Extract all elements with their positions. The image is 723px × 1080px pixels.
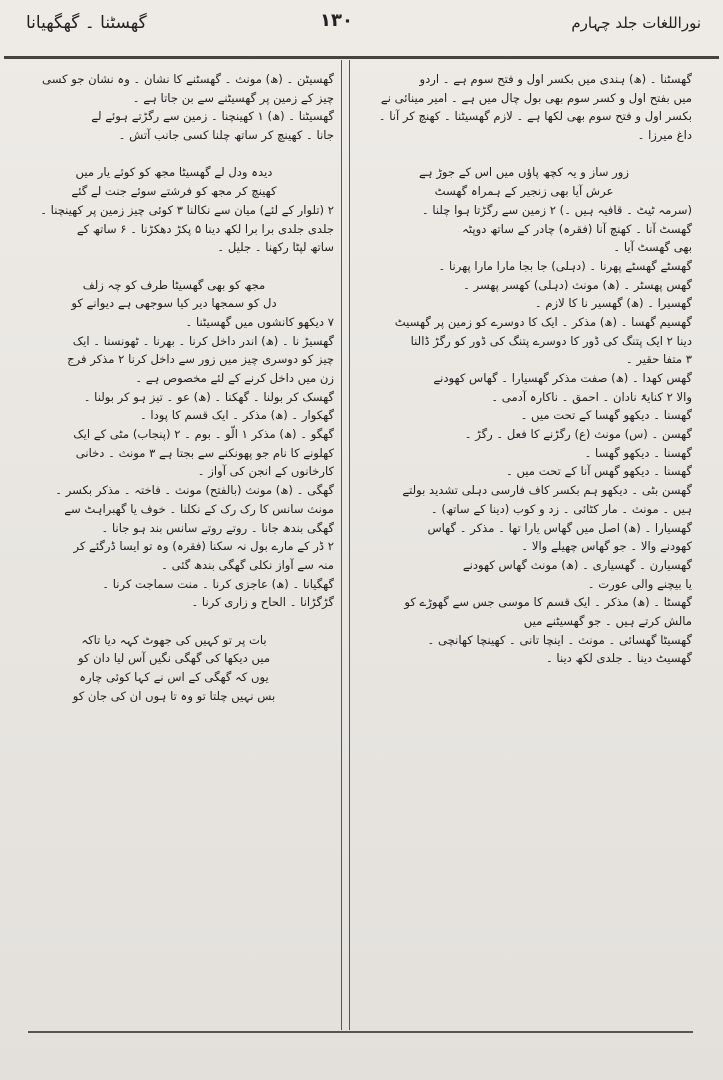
verse-line: یوں کہ گھگی کے اس نے کہا کوئی چارہ xyxy=(79,670,269,684)
verse-line xyxy=(14,612,334,631)
entry-line: گھس پھسٹر ۔ (ھ) مونث (دہلی) کھسر پھسر ۔ xyxy=(463,277,692,292)
entry-line: گھگو ۔ (ھ) مذکر ۱ الّو ۔ بوم ۔ ۲ (پنجاب) مٹی کے ایک xyxy=(73,427,334,442)
column-divider xyxy=(341,60,350,1030)
entry-line: گڑگڑانا ۔ الحاح و زاری کرنا ۔ xyxy=(191,595,334,610)
entry-line: ہیں ۔ مونث ۔ مار کٹائی ۔ زد و کوب (دینا کے ساتھ) ۔ xyxy=(430,501,692,516)
entry-line: گھسیٹن ۔ (ھ) مونث ۔ گھسٹنے کا نشان ۔ وہ نشان جو کسی xyxy=(42,72,334,86)
verse-line: کھینچ کر مجھ کو فرشتے سوئے جنت لے گئے xyxy=(71,184,277,199)
entry-line: گھس کھدا ۔ (ھ) صفت مذکر گھسیارا ۔ گھاس کھودنے xyxy=(433,371,692,385)
entry-line: ۷ دیکھو کانشوں میں گھسیٹنا ۔ xyxy=(185,314,334,329)
entry-line: کارخانوں کے انجن کی آواز ۔ xyxy=(197,464,334,479)
running-title-right: نوراللغات جلد چہارم xyxy=(571,14,701,32)
entry-line: میں بفتح اول و کسر سوم بھی بول چال میں ہے ۔ امیر مینائی نے xyxy=(380,90,692,105)
entry-line: منہ سے آواز نکلی گھگی بندھ گئی ۔ xyxy=(161,557,334,572)
verse-line: بس نہیں چلتا تو وہ تا ہوں ان کی جان کو xyxy=(72,688,276,703)
entry-line: داغ میرزا ۔ xyxy=(637,128,692,143)
entry-line: والا ۲ کنایۃً نادان ۔ احمق ۔ ناکارہ آدمی ۔ xyxy=(491,389,692,404)
entry-line: گھسیٹنا ۔ (ھ) ۱ کھینچنا ۔ زمین سے رگڑتے ہوئے لے xyxy=(91,109,334,124)
entry-line: مونث سانس کا رک رک کے نکلنا ۔ خوف یا گھبراہٹ سے xyxy=(64,501,334,516)
entry-line: ۲ ڈر کے مارے بول نہ سکنا (فقرہ) وہ تو ایسا ڈرگئے کر xyxy=(73,539,334,554)
entry-line: گھسٹے گھسٹے پھرنا ۔ (دہلی) جا بجا مارا مارا پھرنا ۔ xyxy=(438,258,692,273)
verse-line xyxy=(14,257,334,276)
entry-line: ۲ (تلوار کے لئے) میان سے نکالنا ۳ کوئی چیز زمین پر کھینچنا ۔ xyxy=(40,202,334,217)
entry-line: یا بیچنے والی عورت ۔ xyxy=(587,576,692,591)
verse-line: دیدہ ودل لے گھسیٹا مجھ کو کوئے یار میں xyxy=(75,165,273,180)
entry-line: ساتھ لپٹا رکھنا ۔ جلیل ۔ xyxy=(217,240,334,255)
entry-line: گھسنا ۔ دیکھو گھسا ۔ xyxy=(584,445,692,460)
entry-line: گھکوار ۔ (ھ) مذکر ۔ ایک قسم کا پودا ۔ xyxy=(139,408,334,423)
entry-line: گھسٹنا ۔ (ھ) ہندی میں بکسر اول و فتح سوم ہے ۔ اردو xyxy=(419,72,692,86)
entry-line: گھگی ۔ (ھ) مونث (بالفتح) مونث ۔ فاختہ ۔ مذکر بکسر ۔ xyxy=(55,483,334,498)
entry-line: گھسیارن ۔ گھسیاری ۔ (ھ) مونث گھاس کھودنے xyxy=(462,557,692,572)
entry-line: چیز کو دوسری چیز میں زور سے داخل کرنا ۲ مذکر فرج xyxy=(67,352,334,367)
entry-line: کھلونے کا نام جو پھونکنے سے بجتا ہے ۳ مونث ۔ دخانی xyxy=(75,445,334,460)
entry-line: دینا ۲ ایک پتنگ کی ڈور کا دوسرے پتنگ کی ڈور کو رگڑ ڈالنا xyxy=(410,333,692,348)
verse-line xyxy=(356,145,692,164)
entry-line: گھسیٹ دینا ۔ جلدی لکھ دینا ۔ xyxy=(545,651,692,666)
verse-line: زور ساز و یہ کچھ پاؤں میں اس کے جوڑ ہے xyxy=(419,165,629,180)
entry-line: گھسیٹا گھسائی ۔ مونث ۔ اینچا تانی ۔ کھینچا کھانچی ۔ xyxy=(427,632,692,647)
entry-line: کھودنے والا ۔ جو گھاس چھیلے والا ۔ xyxy=(521,539,692,554)
entry-line: چیز کے زمین پر گھسیٹنے سے بن جاتا ہے ۔ xyxy=(132,90,334,105)
page-number: ۱۳۰ xyxy=(320,10,353,31)
entry-line: گھسیم گھسا ۔ (ھ) مذکر ۔ ایک کا دوسرے کو زمین پر گھسیٹ xyxy=(394,314,692,329)
entry-line: زن میں داخل کرنے کے لئے مخصوص ہے ۔ xyxy=(135,371,334,385)
entry-line: (سرمہ ٹیٹ ۔ قافیہ ہیں ۔) ۲ زمین سے رگڑتا ہوا چلنا ۔ xyxy=(421,202,692,217)
left-column xyxy=(14,70,334,705)
entry-line: گھسن ۔ (س) مونث (ع) رگڑنے کا فعل ۔ رگڑ ۔ xyxy=(464,427,692,442)
entry-line: گھسٹا ۔ (ھ) مذکر ۔ ایک قسم کا موسی جس سے گھوڑے کو xyxy=(404,595,692,610)
running-title-left: گھسٹنا ۔ گھگھیانا xyxy=(26,13,147,33)
entry-line: ۳ متفا حقیر ۔ xyxy=(625,352,692,367)
entry-line: گھگی بندھ جانا ۔ روتے روتے سانس بند ہو جانا ۔ xyxy=(101,520,334,535)
entry-line: گھسٹ آنا ۔ کھنچ آنا (فقرہ) چادر کے ساتھ دوپٹہ xyxy=(462,221,692,236)
entry-line: گھسک کر بولنا ۔ گھکنا ۔ (ھ) عو ۔ تیز ہو کر بولنا ۔ xyxy=(83,389,334,404)
verse-line: بات پر تو کہیں کی جھوٹ کہہ دیا تاکہ xyxy=(81,632,267,647)
right-column xyxy=(356,70,692,668)
entry-line: جلدی جلدی برا برا لکھ دینا ۵ پکڑ دھکڑنا ۔ ۶ ساتھ کے xyxy=(76,221,334,236)
entry-line: مالش کرتے ہیں ۔ جو گھسیٹنے میں xyxy=(523,613,692,628)
entry-line: گھسنا ۔ دیکھو گھسا کے تحت میں ۔ xyxy=(520,408,692,423)
footer-rule xyxy=(28,1031,693,1033)
entry-line: بھی گھسٹ آیا ۔ xyxy=(613,240,692,255)
verse-line: مجھ کو بھی گھسیٹا طرف کو چہ زلف xyxy=(82,277,266,292)
entry-line: گھسنا ۔ دیکھو گھس آنا کے تحت میں ۔ xyxy=(506,464,692,479)
header-rule xyxy=(4,56,719,59)
verse-line: میں دیکھا کی گھگی نگیں آس لیا دان کو xyxy=(77,651,271,666)
page-header xyxy=(0,0,723,56)
entry-line: گھسیارا ۔ (ھ) اصل میں گھاس یارا تھا ۔ مذکر ۔ گھاس xyxy=(427,520,692,535)
entry-line: گھسیڑ نا ۔ (ھ) اندر داخل کرنا ۔ بھرنا ۔ ٹھونسنا ۔ ایک xyxy=(72,333,334,348)
entry-line: بکسر اول و فتح سوم بھی لکھا ہے ۔ لازم گھسیٹنا ۔ کھنچ کر آنا ۔ xyxy=(378,109,692,124)
entry-line: گھسن بٹی ۔ دیکھو ہم بکسر کاف فارسی دہلی تشدید بولتے xyxy=(402,483,692,498)
verse-line: دل کو سمجھا دیر کیا سوجھی ہے دیوانے کو xyxy=(71,296,277,311)
verse-line xyxy=(14,145,334,164)
entry-line: جانا ۔ کھینچ کر ساتھ چلنا کسی جانب آتش ۔ xyxy=(118,128,334,143)
entry-line: گھسیرا ۔ (ھ) گھسیر نا کا لازم ۔ xyxy=(534,296,692,311)
verse-line: عرش آیا بھی زنجیر کے ہمراہ گھسٹ xyxy=(434,184,614,199)
entry-line: گھگیانا ۔ (ھ) عاجزی کرنا ۔ منت سماجت کرنا ۔ xyxy=(102,576,334,591)
